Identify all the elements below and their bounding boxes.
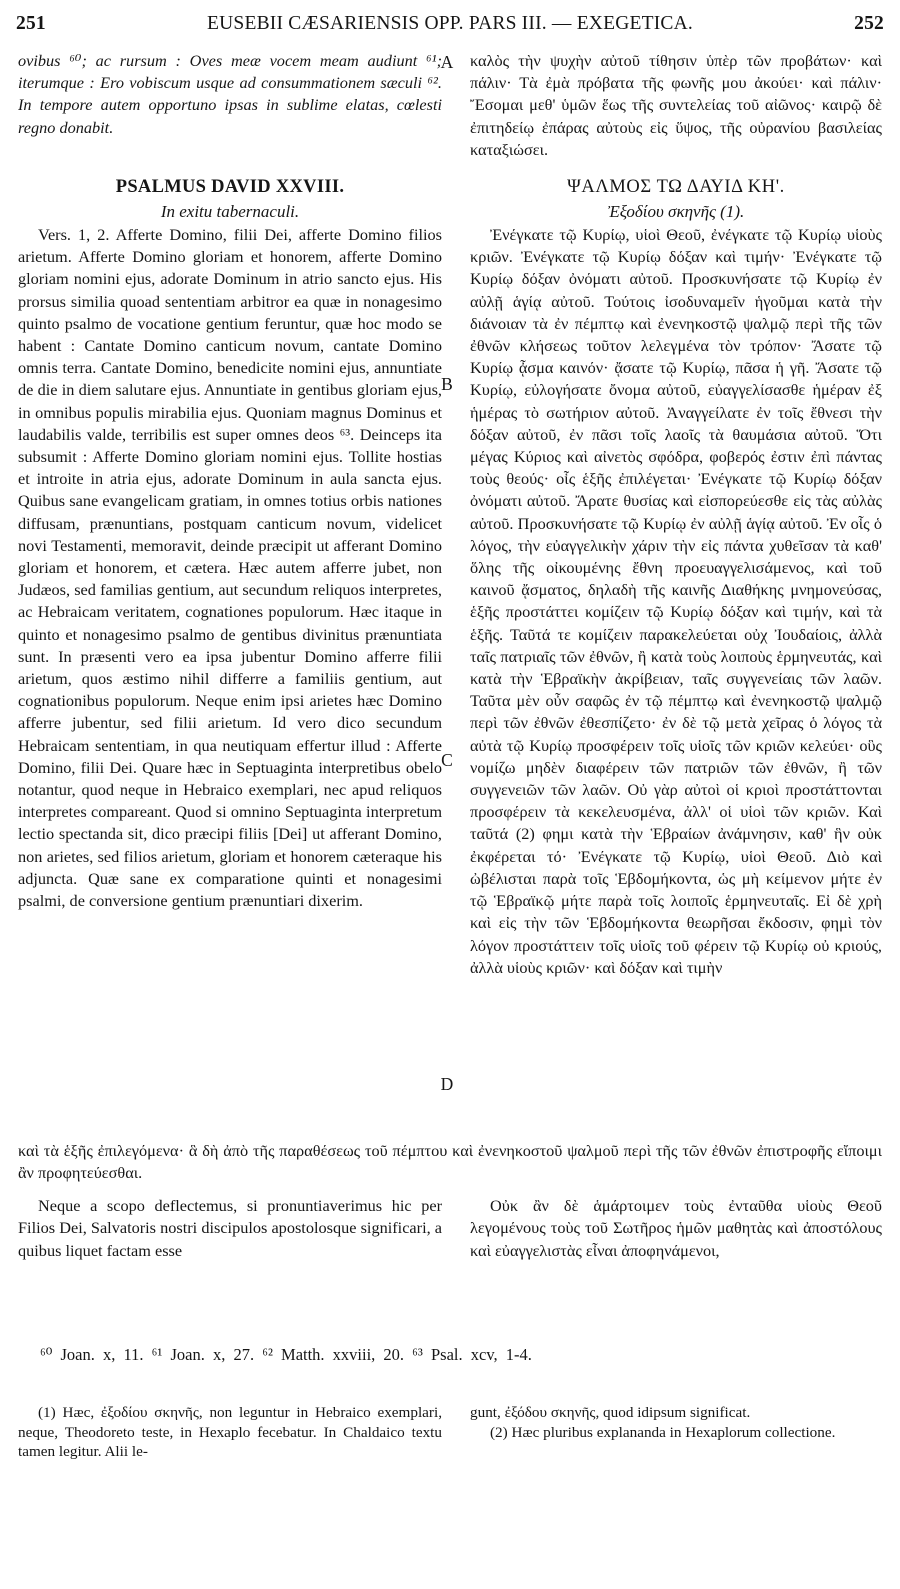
margin-letter-a: A [440, 52, 454, 72]
greek-psalm-heading: ΨΑΛΜΟΣ ΤΩ ΔΑΥΙΔ ΚΗ'. [567, 177, 785, 197]
latin-final-text: Neque a scopo deflectemus, si pronuntiaverimus hic per Filios Dei, Salvatoris nostri discipulos apostolosque significari, a quibus liquet factam esse [18, 1196, 442, 1260]
footnote-1: (1) Hæc, ἐξοδίου σκηνῆς, non leguntur in Hebraico exemplari, neque, Theodoreto teste, in Hexaplo fecebatur. In Chaldaico textu tamen legitur. Alii le- [18, 1404, 442, 1460]
latin-psalm-heading: PSALMUS DAVID XXVIII. [115, 177, 345, 197]
greek-final-paragraph [470, 1195, 882, 1262]
page-number-right: 252 [854, 13, 884, 34]
page-number-left: 251 [16, 13, 46, 34]
greek-column [470, 50, 882, 979]
running-title: EUSEBII CÆSARIENSIS OPP. PARS III. — EXEGETICA. [207, 13, 693, 34]
greek-intro: καλὸς τὴν ψυχὴν αὐτοῦ τίθησιν ὑπὲρ τῶν προβάτων· καὶ πάλιν· Τὰ ἐμὰ πρόβατα τῆς φωνῆς μου ἀκούει· καὶ πάλιν· Ἔσομαι μεθ' ὑμῶν ἕως τῆς συντελείας τοῦ αἰῶνος· καιρῷ δὲ ἐπιτηδείῳ ἐπάρας αὐτοὺς εἰς ὕψος, τῆς οὐρανίου βασιλείας καταξιώσει. [470, 51, 882, 159]
margin-letter-b: B [441, 374, 453, 394]
margin-letter-c: C [441, 750, 453, 770]
margin-letter-d: D [440, 1074, 454, 1094]
footnotes-left [18, 1403, 442, 1462]
greek-psalm-subheading: Ἐξοδίου σκηνῆς (1). [607, 202, 745, 221]
footnote-2: (2) Hæc pluribus explananda in Hexaplorum collectione. [490, 1423, 836, 1441]
latin-commentary: Vers. 1, 2. Afferte Domino, filii Dei, afferte Domino filios arietum. Afferte Domino gloriam et honorem, afferte Domino gloriam nomini ejus, adorate Dominum in atrio sancto ejus. His prorsus similia quoad sententiam arbitror ea quæ in nonagesimo quinto psalmo de vocatione gentium feruntur, quæ hoc modo se habent : Cantate Domino canticum novum, cantate Domino omnis terra. Cantate Domino, benedicite nomini ejus, annuntiate de die in diem salutare ejus. Annuntiate in gentibus gloriam ejus, in omnibus populis mirabilia ejus. Quoniam magnus Dominus et laudabilis valde, terribilis est super omnes deos ⁶³. Deinceps ita subsumit : Afferte Domino gloriam nomini ejus. Tollite hostias et introite in atria ejus, adorate Dominum in aula sancta ejus. Quibus sane evangelicam gratiam, in omnes totius orbis nationes diffusam, prænuntians, postquam canticum novum, videlicet novi Testamenti, memoravit, deinde præcipit ut afferant Domino gloriam et honorem, et cætera. Hæc autem afferre jubet, non Judæos, sed familias gentium, aut secundum reliquos interpretes, ac Hebraicam veritatem, cognationes populorum. Hæc itaque in quinto et nonagesimo psalmo de gentibus divinitus prænuntiata sunt. In præsenti vero ea ipsa jubentur Domino afferre filii arietum, quos æstimo nihil differre a familiis gentium, aut cognationibus populorum. Neque enim ipsi arietes hæc Domino afferre jubentur, sed filii arietum. Id vero dico secundum Hebraicam sententiam, in qua neutiquam effertur illud : Afferte Domino, filii Dei. Quare hæc in Septuaginta interpretibus obelo notantur, quod neque in Hebraico exemplari, nec apud reliquos interpretes compareant. Quod si omnino Septuaginta interpretum lectio spectanda sit, dico præcipi filiis [Dei] ut afferant Domino, non arietes, sed filios arietum, gloriam et honorem cæteraque his adjuncta. Quæ sane ex comparatione quinti et nonagesimi psalmi, de conversione gentium prænuntiari dixerim. [18, 225, 442, 911]
scripture-references: ⁶⁰ Joan. x, 11. ⁶¹ Joan. x, 27. ⁶² Matth. xxviii, 20. ⁶³ Psal. xcv, 1-4. [40, 1345, 532, 1364]
running-header [16, 13, 884, 41]
greek-spanning-text: καὶ τὰ ἑξῆς ἐπιλεγόμενα· ἃ δὴ ἀπὸ τῆς παραθέσεως τοῦ πέμπτου καὶ ἐνενηκοστοῦ ψαλμοῦ περὶ τῆς τῶν ἐθνῶν ἐπιστροφῆς εἴποιμι ἂν προφητεύεσθαι. [18, 1141, 882, 1182]
greek-commentary: Ἐνέγκατε τῷ Κυρίῳ, υἱοὶ Θεοῦ, ἐνέγκατε τῷ Κυρίῳ υἱοὺς κριῶν. Ἐνέγκατε τῷ Κυρίῳ δόξαν καὶ τιμήν· Ἐνέγκατε τῷ Κυρίῳ δόξαν ὀνόματι αὐτοῦ. Προσκυνήσατε τῷ Κυρίῳ ἐν αὐλῇ ἁγίᾳ αὐτοῦ. Τούτοις ἰσοδυναμεῖν ἡγοῦμαι κατὰ τὴν διάνοιαν τὰ ἐν πέμπτῳ καὶ ἐνενηκοστῷ ψαλμῷ περὶ τῆς τῶν ἐθνῶν κλήσεως τοῦτον λελεγμένα τὸν τρόπον· Ἄσατε τῷ Κυρίῳ ᾆσμα καινόν· ᾄσατε τῷ Κυρίῳ, πᾶσα ἡ γῆ. Ἄσατε τῷ Κυρίῳ, εὐλογήσατε ὄνομα αὐτοῦ, εὐαγγελίσασθε ἡμέραν ἐξ ἡμέρας τὸ σωτήριον αὐτοῦ. Ἀναγγείλατε ἐν τοῖς ἔθνεσι τὴν δόξαν αὐτοῦ, ἐν πᾶσι τοῖς λαοῖς τὰ θαυμάσια αὐτοῦ. Ὅτι μέγας Κύριος καὶ αἰνετὸς σφόδρα, φοβερός ἐστιν ἐπὶ πάντας τοὺς θεούς· οἷς ἑξῆς ἐπιλέγεται· Ἐνέγκατε τῷ Κυρίῳ δόξαν ὀνόματι αὐτοῦ. Ἄρατε θυσίας καὶ εἰσπορεύεσθε εἰς τὰς αὐλὰς αὐτοῦ. Προσκυνήσατε τῷ Κυρίῳ ἐν αὐλῇ ἁγίᾳ αὐτοῦ. Ἐν οἷς ὁ λόγος, τὴν εὐαγγελικὴν χάριν τὴν εἰς πάντα χυθεῖσαν τὰ καθ' ὅλης τῆς οἰκουμένης ἔθνη προευαγγελισάμενος, καὶ τοῦ καινοῦ ᾄσματος, δηλαδὴ τῆς καινῆς Διαθήκης μνημονεύσας, ἑξῆς προστάττει κομίζειν τῷ Κυρίῳ δόξαν καὶ τιμήν, καὶ τὰ ἑξῆς. Ταῦτά τε κομίζειν παρακελεύεται οὐχ Ἰουδαίοις, ἀλλὰ ταῖς πατριαῖς τῶν ἐθνῶν, ἢ κατὰ τοὺς λοιποὺς ἑρμηνευτάς, καὶ κατὰ τὴν Ἑβραϊκὴν ἀκρίβειαν, ταῖς συγγενείαις τῶν λαῶν. Ταῦτα μὲν οὖν σαφῶς ἐν τῷ πέμπτῳ καὶ ἐνενηκοστῷ ψαλμῷ περὶ τῶν ἐθνῶν ἐθεσπίζετο· ἐν δὲ τῷ μετὰ χεῖρας ὁ λόγος τὰ αὐτὰ τῷ Κυρίῳ προσφέρειν τοῖς υἱοῖς τῶν κριῶν κελεύει· οὓς νομίζω μηδὲν διαφέρειν τῶν πατριῶν τῶν ἐθνῶν, ἢ τῶν συγγενειῶν τῶν λαῶν. Οὐ γὰρ αὐτοὶ οἱ κριοὶ προστάττονται προσφέρειν τὰ κεκελευσμένα, ἀλλ' οἱ υἱοὶ τῶν κριῶν. Καὶ ταῦτά (2) φημι κατὰ τὴν Ἑβραίων ἀνάμνησιν, καθ' ἣν οὐκ ἐκφέρεται τό· Ἐνέγκατε τῷ Κυρίῳ, υἱοὶ Θεοῦ. Διὸ καὶ ὠβέλισται παρὰ τοῖς Ἑβδομήκοντα, ὡς μὴ κείμενον μήτε ἐν τῷ Ἑβραϊκῷ μήτε παρὰ τοῖς λοιποῖς ἑρμηνευταῖς. Εἰ δὲ χρὴ καὶ εἰς τὴν τῶν Ἑβδομήκοντα θεωρῆσαι ἔκδοσιν, φημὶ τὸν λόγον προστάττειν τοῖς υἱοῖς τοῦ φέρειν τῷ Κυρίῳ οὐ κριούς, ἀλλὰ υἱοὺς κριῶν· καὶ δόξαν καὶ τιμὴν [470, 225, 882, 977]
footnote-1-continued: gunt, ἐξόδου σκηνῆς, quod idipsum significat. [470, 1404, 751, 1421]
latin-column [18, 50, 442, 912]
latin-final-paragraph [18, 1195, 442, 1262]
latin-psalm-subheading: In exitu tabernaculi. [160, 202, 300, 221]
latin-intro: ovibus ⁶⁰; ac rursum : Oves meæ vocem meam audiunt ⁶¹; iterumque : Ero vobiscum usque ad consummationem sæculi ⁶². In tempore autem opportuno ipsas in sublime elatas, cœlesti regno donabit. [18, 51, 442, 137]
greek-final-text: Οὐκ ἂν δὲ ἁμάρτοιμεν τοὺς ἐνταῦθα υἱοὺς Θεοῦ λεγομένους τοὺς τοῦ Σωτῆρος ἡμῶν μαθητὰς καὶ ἀποστόλους καὶ εὐαγγελιστὰς εἶναι ἀποφηνάμενοι, [470, 1196, 882, 1260]
footnotes-right [470, 1403, 882, 1442]
